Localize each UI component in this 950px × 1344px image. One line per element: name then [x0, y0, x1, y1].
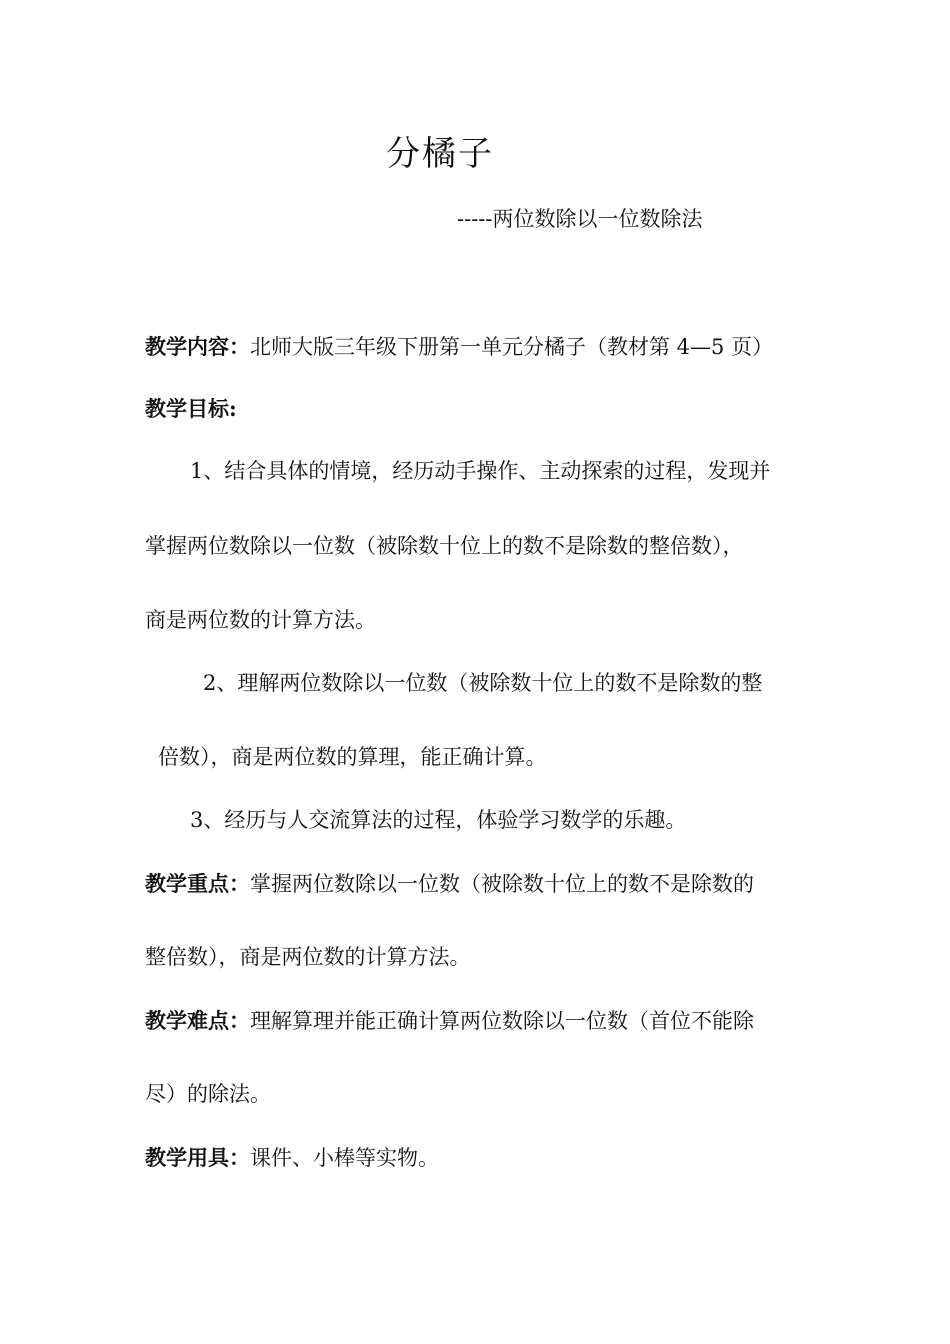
teaching-goals-label: 教学目标:: [145, 396, 237, 421]
goal-1-line-3: 商是两位数的计算方法。: [145, 608, 376, 632]
key-point-label: 教学重点：: [145, 871, 250, 896]
key-point-text: 掌握两位数除以一位数（被除数十位上的数不是除数的: [250, 872, 754, 896]
teaching-tools: [145, 1147, 439, 1169]
goal-2-line-1: 2、理解两位数除以一位数（被除数十位上的数不是除数的整: [203, 671, 763, 695]
key-point: [145, 873, 754, 895]
teaching-content-label: 教学内容：: [145, 334, 250, 359]
difficulty-text: 理解算理并能正确计算两位数除以一位数（首位不能除: [250, 1009, 754, 1033]
goal-1-line-1: 1、结合具体的情境，经历动手操作、主动探索的过程，发现并: [190, 459, 771, 483]
teaching-content-text: 北师大版三年级下册第一单元分橘子（教材第 4—5 页）: [250, 335, 774, 359]
teaching-content: [145, 336, 773, 358]
document-subtitle: -----两位数除以一位数除法: [457, 207, 703, 231]
difficulty-label: 教学难点：: [145, 1008, 250, 1033]
goal-1-line-2: 掌握两位数除以一位数（被除数十位上的数不是除数的整倍数），: [145, 534, 744, 558]
key-point-line-2: 整倍数），商是两位数的计算方法。: [145, 945, 471, 969]
teaching-tools-label: 教学用具：: [145, 1145, 250, 1170]
goal-2-line-2: 倍数），商是两位数的算理，能正确计算。: [158, 745, 547, 769]
goal-3-line-1: 3、经历与人交流算法的过程，体验学习数学的乐趣。: [190, 808, 687, 832]
difficulty-line-2: 尽）的除法。: [145, 1082, 271, 1106]
teaching-tools-text: 课件、小棒等实物。: [250, 1146, 439, 1170]
difficulty: [145, 1010, 754, 1032]
document-title: 分橘子: [386, 134, 494, 174]
